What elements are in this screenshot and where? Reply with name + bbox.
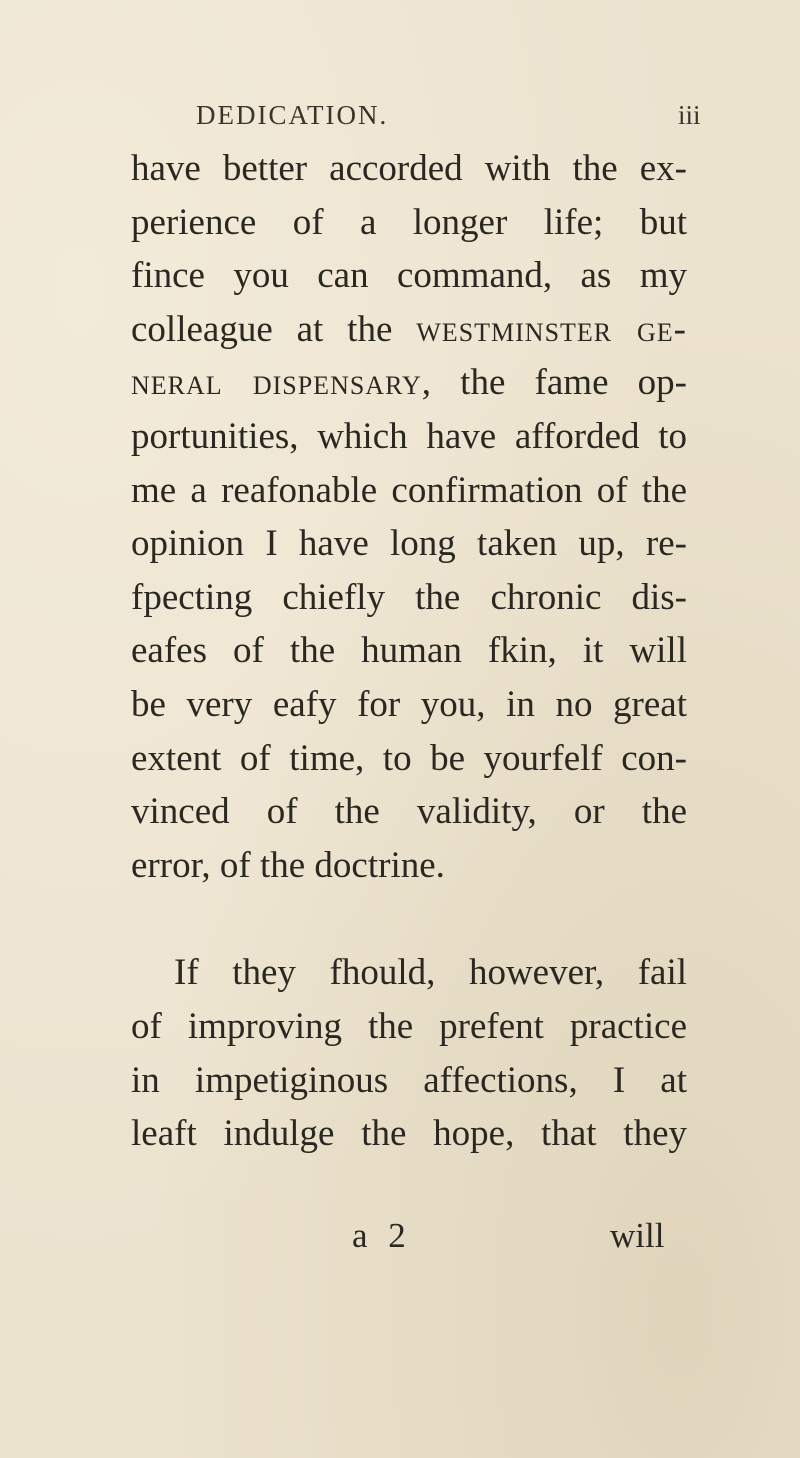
text-line: leaft indulge the hope, that they [131, 1113, 687, 1155]
page-header [0, 100, 800, 140]
text-line: fpecting chiefly the chronic dis- [131, 576, 687, 618]
running-head: DEDICATION. [196, 100, 389, 130]
text-line: vinced of the validity, or the [131, 791, 687, 833]
text-line: error, of the doctrine. [131, 844, 445, 886]
catchword: will [610, 1216, 665, 1255]
body-text [131, 142, 687, 1161]
text-line: be very eafy for you, in no great [131, 683, 687, 725]
text-line: perience of a longer life; but [131, 201, 687, 243]
text-line: of improving the prefent practice [131, 1005, 687, 1047]
paragraph-2 [131, 946, 687, 1160]
text-span: , the fame op- [421, 362, 687, 404]
signature-mark: a 2 [352, 1216, 412, 1255]
text-line [131, 356, 687, 410]
text-line: opinion I have long taken up, re- [131, 523, 687, 565]
text-line: portunities, which have afforded to [131, 415, 687, 457]
text-line: extent of time, to be yourfelf con- [131, 737, 687, 779]
text-line [131, 303, 687, 357]
institution-name: westminster ge- [416, 308, 687, 350]
institution-name: neral dispensary [131, 362, 422, 404]
text-line: me a reafonable confirmation of the [131, 469, 687, 511]
text-span: colleague at the [131, 308, 417, 350]
paragraph-spacer [131, 892, 687, 946]
text-line: If they fhould, however, fail [174, 952, 687, 994]
page-number: iii [678, 100, 701, 130]
text-line: fince you can command, as my [131, 255, 687, 297]
page-footer [0, 1216, 800, 1266]
text-line: eafes of the human fkin, it will [131, 630, 687, 672]
paragraph-1 [131, 142, 687, 892]
text-line: have better accorded with the ex- [131, 148, 687, 189]
text-line: in impetiginous affections, I at [131, 1059, 687, 1101]
